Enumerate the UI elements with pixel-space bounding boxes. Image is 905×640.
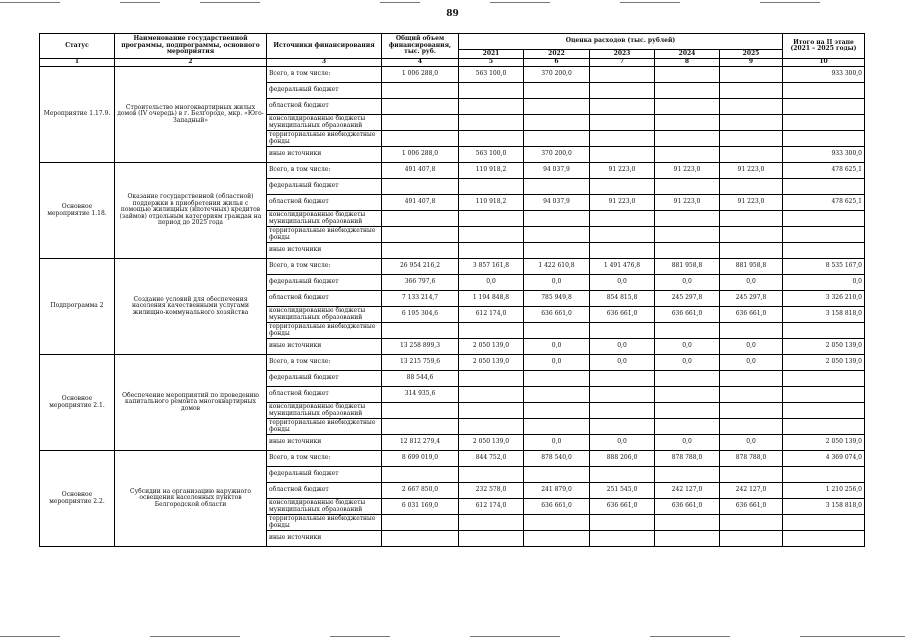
total-cell [382, 99, 459, 115]
year-2022-cell: 1 422 610,8 [524, 259, 590, 275]
year-2021-cell: 2 050 139,0 [459, 355, 524, 371]
col-total-header: Общий объем финансирования, тыс. руб. [382, 34, 459, 59]
year-2021-cell: 232 578,0 [459, 483, 524, 499]
stage-total-cell [783, 515, 865, 531]
bottom-rule [150, 636, 240, 637]
total-cell [382, 83, 459, 99]
year-2023-cell [590, 371, 655, 387]
year-2025-cell [720, 243, 783, 259]
year-2024-cell: 881 958,8 [655, 259, 720, 275]
year-2023-cell [590, 83, 655, 99]
stage-total-cell [783, 179, 865, 195]
year-2023-cell [590, 131, 655, 147]
col-number: 4 [382, 59, 459, 67]
total-cell [382, 419, 459, 435]
year-2023-cell: 91 223,0 [590, 163, 655, 179]
year-2021-cell [459, 115, 524, 131]
year-2021-cell: 0,0 [459, 275, 524, 291]
year-2024-cell: 0,0 [655, 275, 720, 291]
year-2022-cell [524, 323, 590, 339]
funding-source-cell: консолидированные бюджеты муниципальных образований [267, 403, 382, 419]
bottom-rule [650, 636, 730, 637]
year-2022-cell [524, 99, 590, 115]
col-number: 5 [459, 59, 524, 67]
year-2022-cell: 241 879,0 [524, 483, 590, 499]
year-2024-cell [655, 323, 720, 339]
program-name-cell: Субсидии на организацию наружного освещения населенных пунктов Белгородской области [115, 451, 267, 547]
year-2023-cell [590, 515, 655, 531]
funding-source-cell: Всего, в том числе: [267, 163, 382, 179]
year-header: 2024 [655, 50, 720, 59]
col-stage-total-header: Итого на II этапе (2021 – 2025 годы) [783, 34, 865, 59]
year-2021-cell: 3 857 161,8 [459, 259, 524, 275]
year-2021-cell [459, 243, 524, 259]
year-2023-cell [590, 147, 655, 163]
col-number: 9 [720, 59, 783, 67]
table-row [40, 355, 865, 371]
col-number: 6 [524, 59, 590, 67]
year-2025-cell: 881 958,8 [720, 259, 783, 275]
year-2022-cell [524, 131, 590, 147]
year-2022-cell [524, 179, 590, 195]
year-2025-cell [720, 131, 783, 147]
total-cell [382, 403, 459, 419]
year-2025-cell [720, 115, 783, 131]
year-2021-cell [459, 99, 524, 115]
stage-total-cell [783, 387, 865, 403]
year-2024-cell: 878 788,0 [655, 451, 720, 467]
year-2024-cell: 636 661,0 [655, 307, 720, 323]
year-2021-cell [459, 323, 524, 339]
stage-total-cell: 3 158 818,0 [783, 307, 865, 323]
year-2021-cell: 1 194 848,8 [459, 291, 524, 307]
year-2024-cell [655, 467, 720, 483]
year-2024-cell [655, 403, 720, 419]
bottom-rule [800, 636, 905, 637]
total-cell: 6 031 169,0 [382, 499, 459, 515]
year-2024-cell [655, 147, 720, 163]
funding-source-cell: федеральный бюджет [267, 83, 382, 99]
year-2023-cell [590, 227, 655, 243]
funding-source-cell: Всего, в том числе: [267, 67, 382, 83]
total-cell [382, 467, 459, 483]
bottom-rule [330, 636, 390, 637]
year-2025-cell [720, 531, 783, 547]
top-rule [380, 2, 420, 3]
table-row [40, 163, 865, 179]
total-cell [382, 131, 459, 147]
budget-table [39, 33, 865, 547]
year-2022-cell [524, 419, 590, 435]
status-cell: Основное мероприятие 1.18. [40, 163, 115, 259]
program-name-cell: Строительство многоквартирных жилых домов (IV очередь) в г. Белгороде, мкр. «Юго-Западный» [115, 67, 267, 163]
year-2024-cell: 245 297,8 [655, 291, 720, 307]
year-2023-cell [590, 419, 655, 435]
year-2025-cell: 0,0 [720, 339, 783, 355]
year-2025-cell [720, 419, 783, 435]
funding-source-cell: федеральный бюджет [267, 275, 382, 291]
total-cell: 13 215 759,6 [382, 355, 459, 371]
col-sources-header: Источники финансирования [267, 34, 382, 59]
stage-total-cell [783, 99, 865, 115]
stage-total-cell [783, 131, 865, 147]
total-cell: 13 258 899,3 [382, 339, 459, 355]
year-2025-cell [720, 211, 783, 227]
total-cell [382, 515, 459, 531]
stage-total-cell [783, 419, 865, 435]
funding-source-cell: территориальные внебюджетные фонды [267, 515, 382, 531]
year-2021-cell: 110 918,2 [459, 163, 524, 179]
total-cell [382, 227, 459, 243]
stage-total-cell [783, 115, 865, 131]
year-2022-cell: 370 200,0 [524, 67, 590, 83]
year-2023-cell: 1 491 476,8 [590, 259, 655, 275]
year-2023-cell [590, 243, 655, 259]
year-2021-cell [459, 83, 524, 99]
top-rule [490, 2, 550, 3]
total-cell: 366 797,6 [382, 275, 459, 291]
year-2022-cell: 785 949,8 [524, 291, 590, 307]
col-estimate-header: Оценка расходов (тыс. рублей) [459, 34, 783, 50]
total-cell: 12 812 279,4 [382, 435, 459, 451]
total-cell: 491 407,8 [382, 163, 459, 179]
year-2023-cell [590, 323, 655, 339]
year-2023-cell [590, 67, 655, 83]
year-2023-cell [590, 531, 655, 547]
year-2021-cell [459, 403, 524, 419]
stage-total-cell: 933 300,0 [783, 67, 865, 83]
year-2022-cell: 0,0 [524, 435, 590, 451]
bottom-rule [0, 636, 60, 637]
year-2022-cell: 878 540,0 [524, 451, 590, 467]
stage-total-cell [783, 467, 865, 483]
stage-total-cell: 2 050 139,0 [783, 339, 865, 355]
total-cell: 491 407,8 [382, 195, 459, 211]
year-2023-cell [590, 387, 655, 403]
col-status-header: Статус [40, 34, 115, 59]
year-2023-cell [590, 467, 655, 483]
year-2025-cell: 636 661,0 [720, 499, 783, 515]
year-2022-cell [524, 515, 590, 531]
year-2022-cell [524, 243, 590, 259]
stage-total-cell [783, 211, 865, 227]
stage-total-cell [783, 83, 865, 99]
year-2025-cell [720, 179, 783, 195]
year-header: 2025 [720, 50, 783, 59]
year-2022-cell: 0,0 [524, 339, 590, 355]
stage-total-cell: 3 158 818,0 [783, 499, 865, 515]
stage-total-cell [783, 371, 865, 387]
status-cell: Основное мероприятие 2.1. [40, 355, 115, 451]
top-rule [200, 2, 260, 3]
top-rule [120, 2, 160, 3]
year-2025-cell [720, 147, 783, 163]
stage-total-cell: 933 300,0 [783, 147, 865, 163]
year-2024-cell [655, 179, 720, 195]
year-2025-cell [720, 227, 783, 243]
stage-total-cell: 478 625,1 [783, 163, 865, 179]
year-2024-cell [655, 115, 720, 131]
col-number: 8 [655, 59, 720, 67]
funding-source-cell: территориальные внебюджетные фонды [267, 131, 382, 147]
year-2023-cell [590, 179, 655, 195]
year-2021-cell: 612 174,0 [459, 307, 524, 323]
year-2025-cell [720, 83, 783, 99]
year-2025-cell: 91 223,0 [720, 163, 783, 179]
stage-total-cell [783, 243, 865, 259]
year-2024-cell [655, 515, 720, 531]
year-2024-cell [655, 83, 720, 99]
col-number: 2 [115, 59, 267, 67]
total-cell [382, 179, 459, 195]
year-2024-cell: 0,0 [655, 435, 720, 451]
year-2022-cell: 636 661,0 [524, 307, 590, 323]
year-2022-cell: 636 661,0 [524, 499, 590, 515]
year-2021-cell [459, 131, 524, 147]
table-row [40, 451, 865, 467]
year-2022-cell [524, 403, 590, 419]
funding-source-cell: иные источники [267, 147, 382, 163]
stage-total-cell [783, 403, 865, 419]
funding-source-cell: иные источники [267, 435, 382, 451]
total-cell: 2 667 850,0 [382, 483, 459, 499]
col-number: 10 [783, 59, 865, 67]
funding-source-cell: иные источники [267, 243, 382, 259]
year-header: 2023 [590, 50, 655, 59]
funding-source-cell: областной бюджет [267, 195, 382, 211]
status-cell: Основное мероприятие 2.2. [40, 451, 115, 547]
status-cell: Подпрограмма 2 [40, 259, 115, 355]
year-2021-cell: 2 050 139,0 [459, 339, 524, 355]
program-name-cell: Создание условий для обеспечения населения качественными услугами жилищно-коммунального хозяйства [115, 259, 267, 355]
year-2023-cell: 251 545,0 [590, 483, 655, 499]
year-2021-cell: 563 100,0 [459, 147, 524, 163]
year-2021-cell: 844 752,0 [459, 451, 524, 467]
year-2022-cell [524, 371, 590, 387]
status-cell: Мероприятие 1.17.9. [40, 67, 115, 163]
year-2022-cell: 94 037,9 [524, 195, 590, 211]
year-2023-cell: 0,0 [590, 339, 655, 355]
year-2025-cell [720, 99, 783, 115]
funding-source-cell: федеральный бюджет [267, 467, 382, 483]
table-body [40, 67, 865, 547]
year-2025-cell [720, 387, 783, 403]
year-2025-cell [720, 515, 783, 531]
program-name-cell: Оказание государственной (областной) поддержки в приобретении жилья с помощью жилищных (ипотечных) кредитов (займов) отдельным категориям граждан на период до 2025 года [115, 163, 267, 259]
year-2024-cell [655, 211, 720, 227]
year-2022-cell [524, 83, 590, 99]
year-2025-cell [720, 371, 783, 387]
total-cell: 7 133 214,7 [382, 291, 459, 307]
year-2023-cell: 888 206,0 [590, 451, 655, 467]
stage-total-cell: 4 369 074,0 [783, 451, 865, 467]
stage-total-cell: 2 050 139,0 [783, 435, 865, 451]
program-name-cell: Обеспечение мероприятий по проведению капитального ремонта многоквартирных домов [115, 355, 267, 451]
stage-total-cell: 3 326 210,0 [783, 291, 865, 307]
stage-total-cell: 2 050 139,0 [783, 355, 865, 371]
col-number: 7 [590, 59, 655, 67]
year-2025-cell [720, 467, 783, 483]
year-2022-cell [524, 227, 590, 243]
funding-source-cell: консолидированные бюджеты муниципальных образований [267, 499, 382, 515]
year-2025-cell: 878 788,0 [720, 451, 783, 467]
bottom-rule [470, 636, 560, 637]
year-2021-cell [459, 387, 524, 403]
year-2021-cell [459, 371, 524, 387]
funding-source-cell: областной бюджет [267, 291, 382, 307]
year-2023-cell [590, 211, 655, 227]
stage-total-cell [783, 531, 865, 547]
funding-source-cell: областной бюджет [267, 99, 382, 115]
year-2025-cell: 245 297,8 [720, 291, 783, 307]
funding-source-cell: Всего, в том числе: [267, 259, 382, 275]
year-2024-cell [655, 387, 720, 403]
year-header: 2021 [459, 50, 524, 59]
funding-source-cell: территориальные внебюджетные фонды [267, 419, 382, 435]
year-2024-cell [655, 99, 720, 115]
year-2023-cell [590, 403, 655, 419]
year-2022-cell [524, 115, 590, 131]
total-cell: 6 195 304,6 [382, 307, 459, 323]
stage-total-cell: 478 625,1 [783, 195, 865, 211]
year-2025-cell [720, 67, 783, 83]
funding-source-cell: федеральный бюджет [267, 179, 382, 195]
year-2024-cell [655, 371, 720, 387]
total-cell: 26 954 216,2 [382, 259, 459, 275]
year-2022-cell: 94 037,9 [524, 163, 590, 179]
year-2021-cell [459, 227, 524, 243]
funding-source-cell: иные источники [267, 339, 382, 355]
funding-source-cell: территориальные внебюджетные фонды [267, 227, 382, 243]
stage-total-cell: 0,0 [783, 275, 865, 291]
year-2021-cell: 612 174,0 [459, 499, 524, 515]
stage-total-cell [783, 323, 865, 339]
funding-source-cell: Всего, в том числе: [267, 355, 382, 371]
total-cell: 314 935,6 [382, 387, 459, 403]
year-2025-cell: 0,0 [720, 355, 783, 371]
total-cell [382, 323, 459, 339]
total-cell [382, 211, 459, 227]
page-number: 89 [446, 9, 459, 19]
funding-source-cell: консолидированные бюджеты муниципальных образований [267, 211, 382, 227]
table-header [40, 34, 865, 67]
funding-source-cell: Всего, в том числе: [267, 451, 382, 467]
year-2022-cell [524, 531, 590, 547]
year-2021-cell [459, 531, 524, 547]
funding-source-cell: федеральный бюджет [267, 371, 382, 387]
year-2022-cell [524, 387, 590, 403]
col-name-header: Наименование государственной программы, подпрограммы, основного мероприятия [115, 34, 267, 59]
year-2024-cell [655, 531, 720, 547]
year-2023-cell: 91 223,0 [590, 195, 655, 211]
year-2025-cell [720, 403, 783, 419]
col-number: 3 [267, 59, 382, 67]
year-2023-cell: 0,0 [590, 355, 655, 371]
year-2024-cell [655, 67, 720, 83]
year-2024-cell [655, 131, 720, 147]
year-2025-cell: 0,0 [720, 435, 783, 451]
funding-source-cell: консолидированные бюджеты муниципальных образований [267, 307, 382, 323]
total-cell [382, 115, 459, 131]
year-2024-cell [655, 227, 720, 243]
year-2024-cell: 91 223,0 [655, 163, 720, 179]
year-2024-cell: 242 127,0 [655, 483, 720, 499]
year-2024-cell: 0,0 [655, 339, 720, 355]
year-2021-cell [459, 179, 524, 195]
year-2022-cell [524, 211, 590, 227]
year-2024-cell: 91 223,0 [655, 195, 720, 211]
year-2021-cell [459, 515, 524, 531]
top-rule [0, 2, 60, 3]
top-rule [760, 2, 820, 3]
year-2025-cell: 91 223,0 [720, 195, 783, 211]
total-cell: 8 699 019,0 [382, 451, 459, 467]
total-cell: 1 006 288,0 [382, 147, 459, 163]
year-2023-cell [590, 99, 655, 115]
stage-total-cell: 1 210 256,0 [783, 483, 865, 499]
table-row [40, 259, 865, 275]
total-cell [382, 243, 459, 259]
year-2024-cell [655, 419, 720, 435]
total-cell: 88 544,6 [382, 371, 459, 387]
year-2024-cell: 0,0 [655, 355, 720, 371]
year-2021-cell: 2 050 139,0 [459, 435, 524, 451]
year-2021-cell [459, 467, 524, 483]
funding-source-cell: иные источники [267, 531, 382, 547]
year-2023-cell [590, 115, 655, 131]
year-2025-cell: 242 127,0 [720, 483, 783, 499]
total-cell [382, 531, 459, 547]
year-2023-cell: 0,0 [590, 275, 655, 291]
funding-source-cell: областной бюджет [267, 387, 382, 403]
year-2021-cell: 110 918,2 [459, 195, 524, 211]
year-2023-cell: 636 661,0 [590, 499, 655, 515]
year-2022-cell: 0,0 [524, 275, 590, 291]
year-2021-cell [459, 211, 524, 227]
top-rule [620, 2, 680, 3]
year-2021-cell: 563 100,0 [459, 67, 524, 83]
year-2024-cell [655, 243, 720, 259]
year-2022-cell: 370 200,0 [524, 147, 590, 163]
year-2023-cell: 854 815,8 [590, 291, 655, 307]
year-header: 2022 [524, 50, 590, 59]
table-row [40, 67, 865, 83]
year-2025-cell: 636 661,0 [720, 307, 783, 323]
year-2023-cell: 0,0 [590, 435, 655, 451]
stage-total-cell [783, 227, 865, 243]
funding-source-cell: территориальные внебюджетные фонды [267, 323, 382, 339]
funding-source-cell: консолидированные бюджеты муниципальных образований [267, 115, 382, 131]
year-2022-cell: 0,0 [524, 355, 590, 371]
stage-total-cell: 8 535 167,0 [783, 259, 865, 275]
total-cell: 1 006 288,0 [382, 67, 459, 83]
year-2025-cell: 0,0 [720, 275, 783, 291]
year-2022-cell [524, 467, 590, 483]
year-2021-cell [459, 419, 524, 435]
year-2024-cell: 636 661,0 [655, 499, 720, 515]
year-2023-cell: 636 661,0 [590, 307, 655, 323]
col-number: 1 [40, 59, 115, 67]
year-2025-cell [720, 323, 783, 339]
funding-source-cell: областной бюджет [267, 483, 382, 499]
